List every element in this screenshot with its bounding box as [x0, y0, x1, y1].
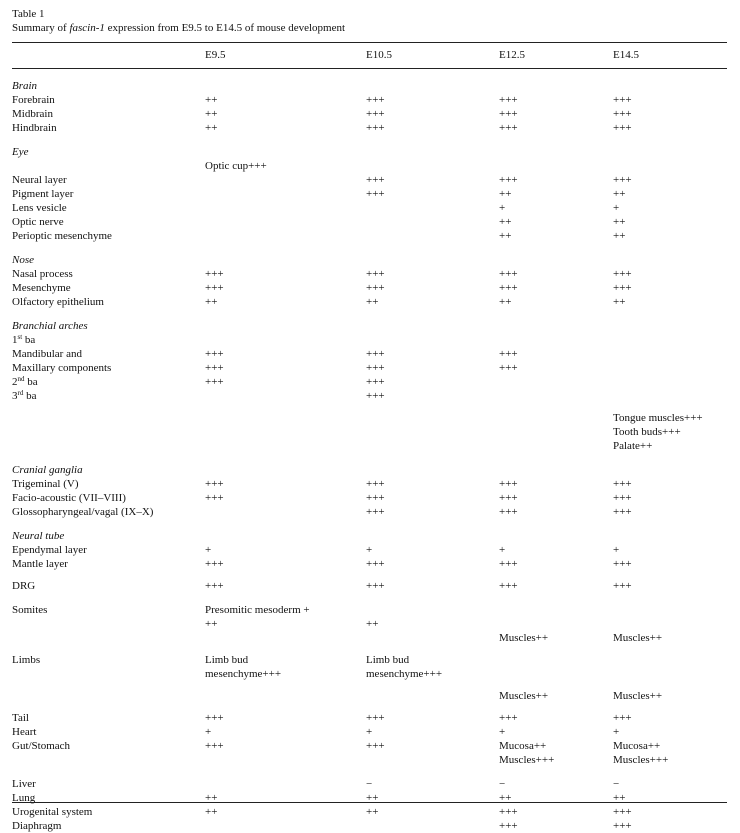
cell-e12-5: ++: [499, 216, 512, 228]
section-heading: Eye: [12, 146, 29, 158]
row-label: Liver: [12, 778, 36, 790]
cell-e14-5: ++: [613, 216, 626, 228]
table-row: [12, 229, 727, 243]
cell-e12-5: +++: [499, 362, 518, 374]
row-label-superscript: rd: [17, 389, 24, 397]
table-label: Table 1: [12, 8, 45, 20]
row-label-number: 3: [12, 390, 18, 402]
cell-e14-5: Muscles+++: [613, 754, 669, 766]
row-label: DRG: [12, 580, 36, 592]
cell-e14-5: Muscles++: [613, 690, 663, 702]
cell-e10-5: +++: [366, 558, 385, 570]
table-row: [12, 425, 727, 439]
cell-e9-5: ++: [205, 618, 218, 630]
row-label: Somites: [12, 604, 48, 616]
row-label: Diaphragm: [12, 820, 62, 832]
table-row: [12, 725, 727, 739]
section-heading-row: [12, 145, 727, 159]
cell-e14-5: +++: [613, 174, 632, 186]
cell-e12-5: ++: [499, 188, 512, 200]
cell-e9-5: +++: [205, 282, 224, 294]
cell-e12-5: +++: [499, 806, 518, 818]
row-spacer: [12, 681, 727, 689]
table-row: [12, 505, 727, 519]
section-heading-row: [12, 253, 727, 267]
row-label: Nasal process: [12, 268, 73, 280]
cell-e10-5: +: [366, 726, 373, 738]
table-row: [12, 159, 727, 173]
cell-e9-5: ++: [205, 806, 218, 818]
cell-e14-5: Tooth buds+++: [613, 426, 681, 438]
cell-e14-5: +++: [613, 282, 632, 294]
cell-e9-5: +: [205, 726, 212, 738]
cell-e9-5: +: [205, 544, 212, 556]
cell-e14-5: ++: [613, 296, 626, 308]
section-heading: Nose: [12, 254, 34, 266]
cell-e10-5: +++: [366, 712, 385, 724]
cell-e14-5: +++: [613, 806, 632, 818]
cell-e10-5: +++: [366, 390, 385, 402]
cell-e12-5: +++: [499, 174, 518, 186]
cell-e10-5: −: [366, 778, 373, 790]
cell-e12-5: +++: [499, 122, 518, 134]
cell-e9-5: +++: [205, 268, 224, 280]
cell-e12-5: Mucosa++: [499, 740, 547, 752]
cell-e12-5: +: [499, 202, 506, 214]
cell-e10-5: ++: [366, 792, 379, 804]
cell-e10-5: +++: [366, 108, 385, 120]
table-header-rule: [12, 68, 727, 69]
row-label-suffix: ba: [22, 334, 36, 346]
cell-e10-5: +++: [366, 188, 385, 200]
cell-e14-5: Tongue muscles+++: [613, 412, 703, 424]
row-label: Limbs: [12, 654, 41, 666]
table-caption: [12, 21, 727, 35]
table-row: [12, 753, 727, 767]
table-row: [12, 777, 727, 791]
cell-e9-5: +++: [205, 740, 224, 752]
section-heading: Brain: [12, 80, 38, 92]
table-header-row: [12, 48, 727, 62]
table-row: [12, 295, 727, 309]
table-row: [12, 603, 727, 617]
table-row: [12, 201, 727, 215]
table-row: [12, 711, 727, 725]
table-row: [12, 107, 727, 121]
cell-e10-5: +++: [366, 122, 385, 134]
cell-e14-5: ++: [613, 188, 626, 200]
cell-e12-5: Muscles++: [499, 690, 549, 702]
section-heading: Branchial arches: [12, 320, 88, 332]
cell-e14-5: +: [613, 544, 620, 556]
row-label: Midbrain: [12, 108, 53, 120]
section-heading-row: [12, 463, 727, 477]
row-label: Facio-acoustic (VII–VIII): [12, 492, 126, 504]
cell-e12-5: ++: [499, 792, 512, 804]
section-heading: Cranial ganglia: [12, 464, 83, 476]
table-row: [12, 187, 727, 201]
cell-e10-5: +++: [366, 94, 385, 106]
table-row: [12, 557, 727, 571]
row-label: [12, 333, 35, 347]
cell-e12-5: +++: [499, 94, 518, 106]
cell-e12-5: +++: [499, 558, 518, 570]
cell-e9-5: ++: [205, 296, 218, 308]
cell-e12-5: +++: [499, 268, 518, 280]
table-row: [12, 477, 727, 491]
table-row: [12, 389, 727, 403]
cell-e10-5: +++: [366, 740, 385, 752]
cell-e10-5: +++: [366, 376, 385, 388]
row-label: Optic nerve: [12, 216, 64, 228]
row-label: Forebrain: [12, 94, 55, 106]
row-label-suffix: ba: [23, 390, 37, 402]
row-label: Mandibular and: [12, 348, 82, 360]
cell-e14-5: +++: [613, 108, 632, 120]
row-label: Lung: [12, 792, 36, 804]
cell-e10-5: +++: [366, 174, 385, 186]
cell-e9-5: +++: [205, 362, 224, 374]
cell-e9-5: +++: [205, 376, 224, 388]
cell-e14-5: +++: [613, 558, 632, 570]
row-label: Trigeminal (V): [12, 478, 79, 490]
cell-e9-5: Presomitic mesoderm +: [205, 604, 310, 616]
cell-e10-5: mesenchyme+++: [366, 668, 443, 680]
cell-e14-5: +++: [613, 580, 632, 592]
cell-e9-5: Limb bud: [205, 654, 249, 666]
section-heading: Neural tube: [12, 530, 65, 542]
table-row: [12, 267, 727, 281]
cell-e9-5: +++: [205, 478, 224, 490]
row-label-superscript: st: [17, 333, 23, 341]
cell-e12-5: ++: [499, 296, 512, 308]
table-row: [12, 215, 727, 229]
row-spacer: [12, 767, 727, 777]
cell-e12-5: +: [499, 544, 506, 556]
header-e14-5: E14.5: [613, 49, 639, 61]
cell-e14-5: +++: [613, 122, 632, 134]
row-label: Maxillary components: [12, 362, 112, 374]
cell-e10-5: +++: [366, 268, 385, 280]
table-row: [12, 819, 727, 833]
table-row: [12, 173, 727, 187]
cell-e14-5: Muscles++: [613, 632, 663, 644]
row-label: Mesenchyme: [12, 282, 71, 294]
cell-e10-5: Limb bud: [366, 654, 410, 666]
row-label: Pigment layer: [12, 188, 74, 200]
table-row: [12, 347, 727, 361]
cell-e10-5: +++: [366, 362, 385, 374]
cell-e10-5: +++: [366, 478, 385, 490]
table-row: [12, 491, 727, 505]
cell-e12-5: +: [499, 726, 506, 738]
row-spacer: [12, 593, 727, 603]
cell-e14-5: +++: [613, 478, 632, 490]
cell-e12-5: +++: [499, 820, 518, 832]
cell-e12-5: +++: [499, 712, 518, 724]
table-row: [12, 689, 727, 703]
header-e12-5: E12.5: [499, 49, 525, 61]
table-row: [12, 121, 727, 135]
row-label: [12, 375, 38, 389]
cell-e9-5: Optic cup+++: [205, 160, 267, 172]
cell-e9-5: ++: [205, 108, 218, 120]
table-row: [12, 375, 727, 389]
cell-e12-5: −: [499, 778, 506, 790]
section-heading-row: [12, 79, 727, 93]
table-row: [12, 411, 727, 425]
cell-e9-5: +++: [205, 492, 224, 504]
cell-e10-5: ++: [366, 296, 379, 308]
row-label: Lens vesicle: [12, 202, 67, 214]
table-row: [12, 93, 727, 107]
cell-e14-5: +++: [613, 712, 632, 724]
cell-e10-5: +++: [366, 282, 385, 294]
cell-e10-5: +++: [366, 580, 385, 592]
table-row: [12, 439, 727, 453]
cell-e9-5: +++: [205, 580, 224, 592]
cell-e12-5: +++: [499, 108, 518, 120]
row-label-number: 2: [12, 376, 18, 388]
section-heading-row: [12, 529, 727, 543]
cell-e12-5: ++: [499, 230, 512, 242]
table-row: [12, 361, 727, 375]
table-row: [12, 543, 727, 557]
cell-e14-5: +: [613, 726, 620, 738]
cell-e10-5: +++: [366, 506, 385, 518]
cell-e9-5: +++: [205, 558, 224, 570]
section-heading-row: [12, 319, 727, 333]
row-spacer: [12, 243, 727, 253]
row-label: [12, 389, 36, 403]
cell-e14-5: ++: [613, 792, 626, 804]
cell-e12-5: +++: [499, 478, 518, 490]
caption-gene: fascin-1: [69, 22, 105, 34]
cell-e10-5: +: [366, 544, 373, 556]
table-top-rule: [12, 42, 727, 43]
row-label: Tail: [12, 712, 29, 724]
cell-e14-5: +++: [613, 268, 632, 280]
row-spacer: [12, 403, 727, 411]
cell-e10-5: +++: [366, 348, 385, 360]
row-spacer: [12, 645, 727, 653]
cell-e9-5: +++: [205, 712, 224, 724]
header-e9-5: E9.5: [205, 49, 226, 61]
row-label: Neural layer: [12, 174, 67, 186]
row-label: Glossopharyngeal/vagal (IX–X): [12, 506, 154, 518]
cell-e14-5: +++: [613, 94, 632, 106]
cell-e10-5: ++: [366, 618, 379, 630]
row-label-suffix: ba: [24, 376, 38, 388]
cell-e12-5: +++: [499, 580, 518, 592]
header-e10-5: E10.5: [366, 49, 392, 61]
cell-e14-5: +: [613, 202, 620, 214]
row-label: Perioptic mesenchyme: [12, 230, 112, 242]
row-label: Olfactory epithelium: [12, 296, 104, 308]
cell-e9-5: ++: [205, 122, 218, 134]
cell-e14-5: ++: [613, 230, 626, 242]
table-document: [12, 7, 727, 35]
row-label: Hindbrain: [12, 122, 57, 134]
row-spacer: [12, 571, 727, 579]
cell-e10-5: +++: [366, 492, 385, 504]
cell-e9-5: ++: [205, 792, 218, 804]
cell-e12-5: Muscles+++: [499, 754, 555, 766]
table-row: [12, 631, 727, 645]
cell-e12-5: +++: [499, 282, 518, 294]
row-spacer: [12, 703, 727, 711]
cell-e14-5: +++: [613, 506, 632, 518]
row-label: Gut/Stomach: [12, 740, 71, 752]
row-spacer: [12, 519, 727, 529]
row-label-number: 1: [12, 334, 18, 346]
table-row: [12, 333, 727, 347]
row-label-superscript: nd: [17, 375, 25, 383]
table-body: [12, 79, 727, 833]
caption-suffix: expression from E9.5 to E14.5 of mouse development: [104, 22, 346, 34]
table-row: [12, 281, 727, 295]
table-row: [12, 653, 727, 667]
cell-e14-5: −: [613, 778, 620, 790]
table-row: [12, 579, 727, 593]
cell-e12-5: +++: [499, 348, 518, 360]
table-row: [12, 617, 727, 631]
cell-e9-5: ++: [205, 94, 218, 106]
cell-e12-5: +++: [499, 492, 518, 504]
cell-e10-5: ++: [366, 806, 379, 818]
table-bottom-rule: [12, 802, 727, 803]
cell-e9-5: mesenchyme+++: [205, 668, 282, 680]
row-label: Ependymal layer: [12, 544, 87, 556]
table-row: [12, 805, 727, 819]
cell-e14-5: +++: [613, 492, 632, 504]
row-label: Urogenital system: [12, 806, 93, 818]
row-label: Mantle layer: [12, 558, 68, 570]
row-spacer: [12, 135, 727, 145]
row-spacer: [12, 309, 727, 319]
caption-prefix: Summary of: [12, 22, 70, 34]
table-row: [12, 739, 727, 753]
cell-e14-5: +++: [613, 820, 632, 832]
row-label: Heart: [12, 726, 37, 738]
table-row: [12, 667, 727, 681]
cell-e9-5: +++: [205, 348, 224, 360]
cell-e12-5: Muscles++: [499, 632, 549, 644]
cell-e14-5: Palate++: [613, 440, 653, 452]
cell-e14-5: Mucosa++: [613, 740, 661, 752]
cell-e12-5: +++: [499, 506, 518, 518]
row-spacer: [12, 453, 727, 463]
